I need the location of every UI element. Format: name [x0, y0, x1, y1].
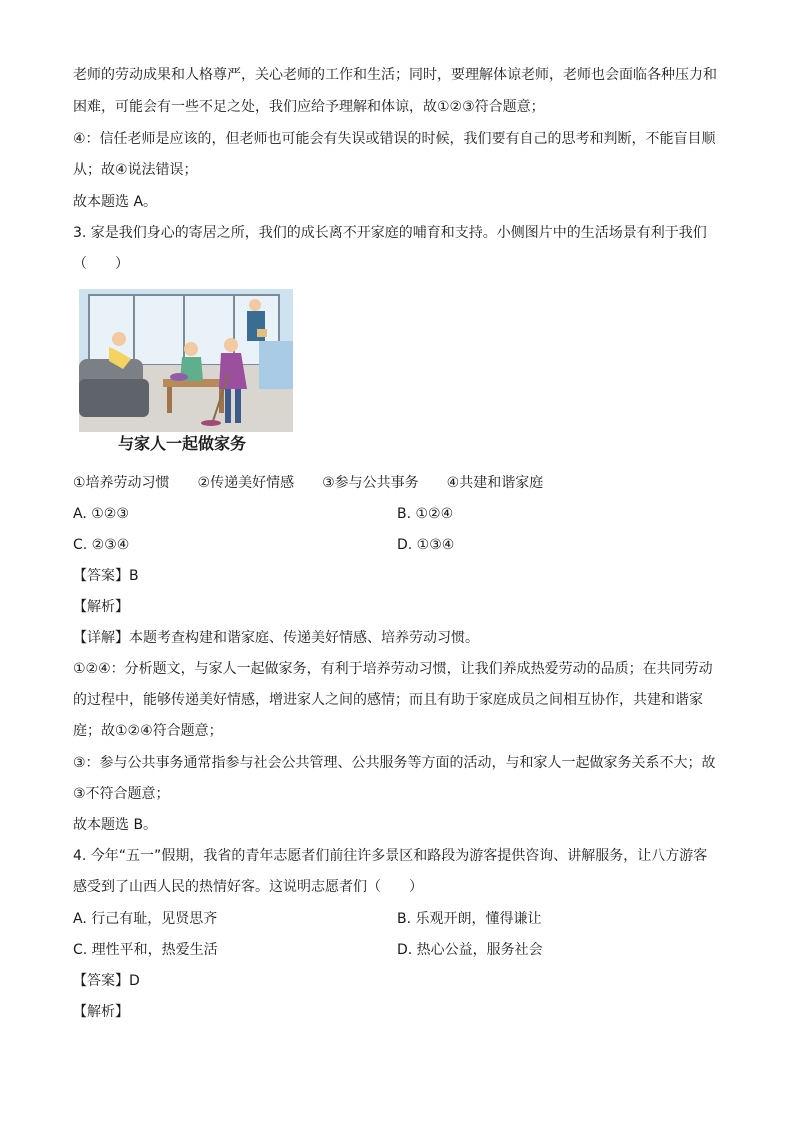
prev-explanation-line-1: 老师的劳动成果和人格尊严，关心老师的工作和生活；同时，要理解体谅老师，老师也会面临各种压力和: [73, 67, 717, 83]
explanation-line-4: ③：参与公共事务通常指参与社会公共管理、公共服务等方面的活动，与和家人一起做家务关系不大；故: [73, 755, 716, 771]
question-3-statements: ①培养劳动习惯 ②传递美好情感 ③参与公共事务 ④共建和谐家庭: [73, 475, 544, 491]
detail-line: 【详解】本题考查构建和谐家庭、传递美好情感、培养劳动习惯。: [73, 630, 479, 646]
prev-explanation-line-2: 困难，可能会有一些不足之处，我们应给予理解和体谅，故①②③符合题意；: [73, 99, 545, 115]
q4-option-d: D. 热心公益，服务社会: [397, 942, 543, 958]
question-3-blank: （ ）: [73, 256, 129, 272]
household-chores-illustration: [79, 289, 293, 432]
q4-option-b: B. 乐观开朗，懂得谦让: [397, 911, 542, 927]
option-a: A. ①②③: [73, 506, 129, 522]
prev-explanation-line-3: ④：信任老师是应该的，但老师也可能会有失误或错误的时候，我们要有自己的思考和判断，不能盲目顺: [73, 131, 716, 147]
q4-option-c: C. 理性平和，热爱生活: [73, 942, 218, 958]
explanation-line-1: ①②④：分析题文，与家人一起做家务，有利于培养劳动习惯，让我们养成热爱劳动的品质；在共同劳动: [73, 661, 713, 677]
q4-option-a: A. 行己有耻，见贤思齐: [73, 911, 218, 927]
prev-explanation-line-4: 从；故④说法错误；: [73, 162, 198, 178]
option-d: D. ①③④: [397, 537, 455, 553]
q4-analysis-label: 【解析】: [73, 1004, 129, 1020]
question-3-stem: 3. 家是我们身心的寄居之所，我们的成长离不开家庭的哺育和支持。小侧图片中的生活场景有利于我们: [73, 225, 707, 241]
conclusion-line: 故本题选 B。: [73, 817, 158, 833]
explanation-line-3: 庭；故①②④符合题意；: [73, 723, 223, 739]
question-4-stem-1: 4. 今年“五一”假期，我省的青年志愿者们前往许多景区和路段为游客提供咨询、讲解服务，让八方游客: [73, 848, 708, 864]
answer-label: 【答案】B: [73, 568, 139, 584]
explanation-line-5: ③不符合题意；: [73, 786, 170, 802]
option-b: B. ①②④: [397, 506, 454, 522]
explanation-line-2: 的过程中，能够传递美好情感，增进家人之间的感情；而且有助于家庭成员之间相互协作，共建和谐家: [73, 692, 703, 708]
analysis-label: 【解析】: [73, 599, 129, 615]
question-4-stem-2: 感受到了山西人民的热情好客。这说明志愿者们（ ）: [73, 879, 423, 895]
illustration-caption: 与家人一起做家务: [118, 434, 247, 453]
prev-conclusion: 故本题选 A。: [73, 194, 158, 210]
q4-answer-label: 【答案】D: [73, 973, 140, 989]
option-c: C. ②③④: [73, 537, 130, 553]
